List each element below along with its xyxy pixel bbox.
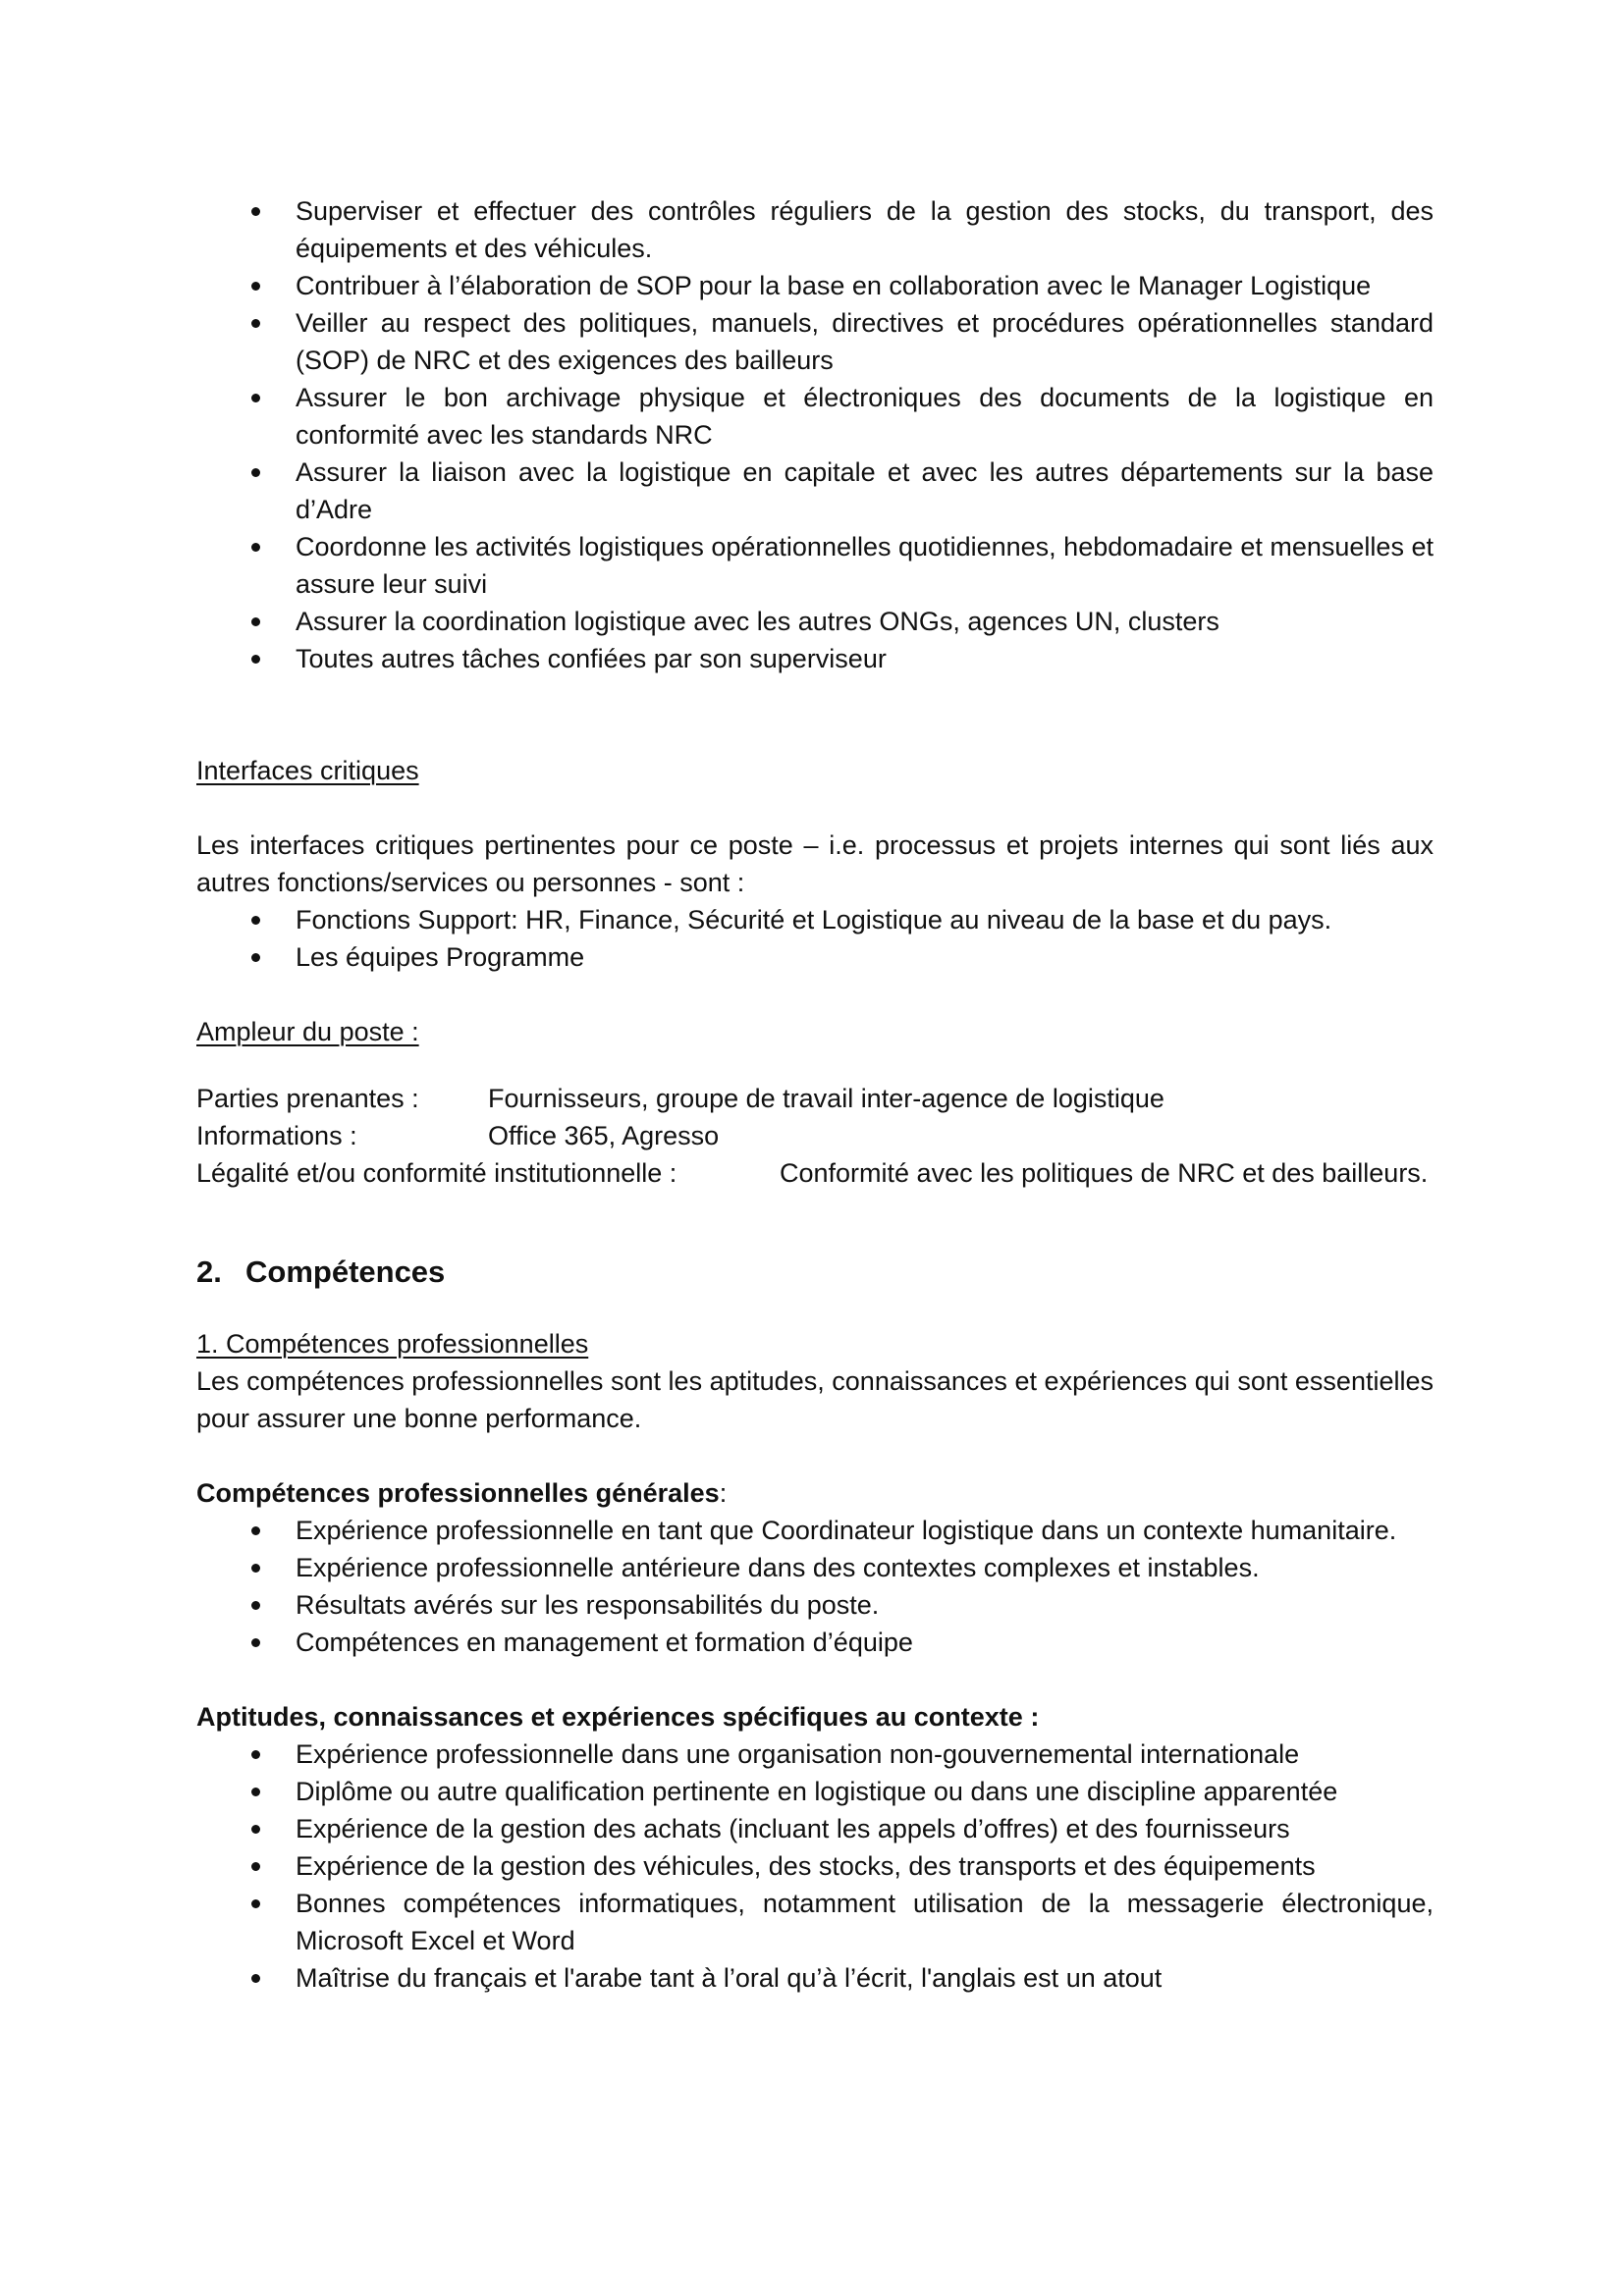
bullet-icon: [251, 916, 260, 925]
list-item: Expérience professionnelle antérieure dans des contextes complexes et instables.: [196, 1549, 1434, 1586]
bullet-icon: [251, 282, 260, 291]
ampleur-label: Légalité et/ou conformité institutionnelle :: [196, 1158, 677, 1188]
bullet-icon: [251, 1825, 260, 1834]
list-item: Assurer le bon archivage physique et électroniques des documents de la logistique en conformité avec les standards NRC: [196, 379, 1434, 454]
list-item: Fonctions Support: HR, Finance, Sécurité et Logistique au niveau de la base et du pays.: [196, 901, 1434, 938]
ampleur-row: [196, 1154, 1434, 1192]
bullet-icon: [251, 1526, 260, 1535]
bullet-icon: [251, 207, 260, 216]
section-heading: [196, 1251, 1434, 1294]
responsibilities-list: [196, 192, 1434, 677]
general-heading-text: Compétences professionnelles générales: [196, 1478, 720, 1508]
bullet-icon: [251, 1638, 260, 1647]
bullet-icon: [251, 394, 260, 402]
general-heading-suffix: :: [719, 1478, 728, 1508]
bullet-icon: [251, 1750, 260, 1759]
document-page: [196, 192, 1434, 1997]
specific-list: [196, 1735, 1434, 1997]
ampleur-row: [196, 1080, 1434, 1117]
list-item: Compétences en management et formation d’équipe: [196, 1624, 1434, 1661]
general-list: [196, 1512, 1434, 1661]
ampleur-value: Office 365, Agresso: [488, 1121, 720, 1150]
list-item: Toutes autres tâches confiées par son superviseur: [196, 640, 1434, 677]
bullet-icon: [251, 1601, 260, 1610]
general-heading: [196, 1474, 1434, 1512]
list-item: Expérience professionnelle dans une organisation non-gouvernemental internationale: [196, 1735, 1434, 1773]
list-item: Superviser et effectuer des contrôles réguliers de la gestion des stocks, du transport, des équipements et des véhicules.: [196, 192, 1434, 267]
interfaces-list: [196, 901, 1434, 976]
subsection-heading: 1. Compétences professionnelles: [196, 1329, 589, 1359]
list-item: Assurer la coordination logistique avec les autres ONGs, agences UN, clusters: [196, 603, 1434, 640]
list-item: Contribuer à l’élaboration de SOP pour la base en collaboration avec le Manager Logistique: [196, 267, 1434, 304]
bullet-icon: [251, 1564, 260, 1573]
section-number: 2.: [196, 1255, 222, 1289]
list-item: Résultats avérés sur les responsabilités du poste.: [196, 1586, 1434, 1624]
bullet-icon: [251, 1899, 260, 1908]
bullet-icon: [251, 543, 260, 552]
bullet-icon: [251, 655, 260, 664]
list-item: Maîtrise du français et l'arabe tant à l’oral qu’à l’écrit, l'anglais est un atout: [196, 1959, 1434, 1997]
bullet-icon: [251, 1862, 260, 1871]
list-item: Les équipes Programme: [196, 938, 1434, 976]
list-item: Expérience professionnelle en tant que Coordinateur logistique dans un contexte humanitaire.: [196, 1512, 1434, 1549]
ampleur-label: Informations :: [196, 1121, 357, 1150]
interfaces-intro: Les interfaces critiques pertinentes pour ce poste – i.e. processus et projets internes qui sont liés aux autres fonctions/services ou personnes - sont :: [196, 830, 1434, 897]
ampleur-value: Fournisseurs, groupe de travail inter-agence de logistique: [488, 1084, 1164, 1113]
ampleur-row: [196, 1117, 1434, 1154]
list-item: Diplôme ou autre qualification pertinente en logistique ou dans une discipline apparentée: [196, 1773, 1434, 1810]
ampleur-value: Conformité avec les politiques de NRC et des bailleurs.: [780, 1158, 1429, 1188]
list-item: Veiller au respect des politiques, manuels, directives et procédures opérationnelles standard (SOP) de NRC et des exigences des bailleurs: [196, 304, 1434, 379]
list-item: Bonnes compétences informatiques, notamment utilisation de la messagerie électronique, Microsoft Excel et Word: [196, 1885, 1434, 1959]
ampleur-label: Parties prenantes :: [196, 1084, 419, 1113]
ampleur-heading: Ampleur du poste :: [196, 1017, 419, 1046]
bullet-icon: [251, 953, 260, 962]
list-item: Assurer la liaison avec la logistique en capitale et avec les autres départements sur la base d’Adre: [196, 454, 1434, 528]
list-item: Expérience de la gestion des véhicules, des stocks, des transports et des équipements: [196, 1847, 1434, 1885]
bullet-icon: [251, 468, 260, 477]
section-title: Compétences: [245, 1255, 446, 1289]
subsection-intro: Les compétences professionnelles sont les aptitudes, connaissances et expériences qui sont essentielles pour assurer une bonne performance.: [196, 1366, 1434, 1433]
bullet-icon: [251, 319, 260, 328]
specific-heading: Aptitudes, connaissances et expériences spécifiques au contexte :: [196, 1702, 1040, 1732]
list-item: Expérience de la gestion des achats (incluant les appels d’offres) et des fournisseurs: [196, 1810, 1434, 1847]
bullet-icon: [251, 1974, 260, 1983]
bullet-icon: [251, 1788, 260, 1796]
interfaces-heading: Interfaces critiques: [196, 756, 419, 785]
bullet-icon: [251, 617, 260, 626]
list-item: Coordonne les activités logistiques opérationnelles quotidiennes, hebdomadaire et mensuelles et assure leur suivi: [196, 528, 1434, 603]
